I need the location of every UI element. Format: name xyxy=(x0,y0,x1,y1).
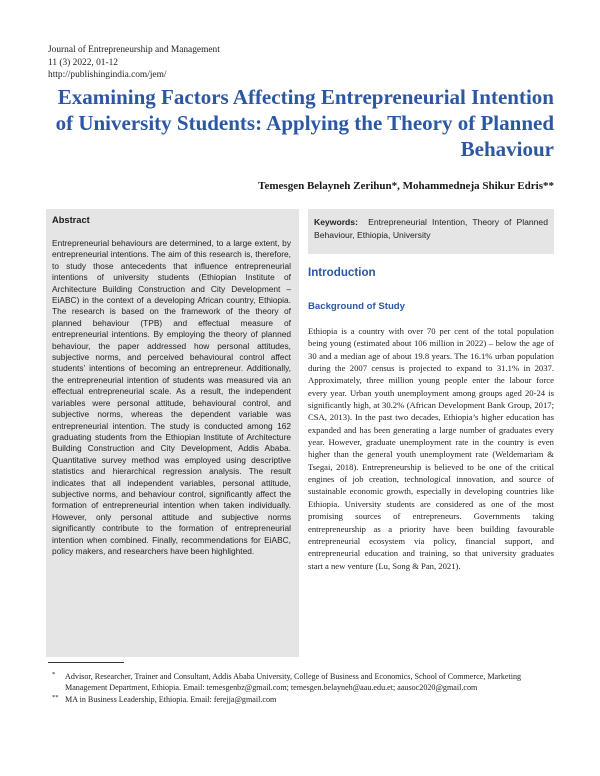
journal-url[interactable]: http://publishingindia.com/jem/ xyxy=(48,70,167,81)
footnote-mark: * xyxy=(52,671,56,678)
keywords xyxy=(314,216,548,241)
section-heading: Introduction xyxy=(308,266,376,279)
journal-name: Journal of Entrepreneurship and Management xyxy=(48,45,220,55)
abstract-heading: Abstract xyxy=(52,215,90,225)
footnote-mark: ** xyxy=(52,693,59,701)
footnote-text: MA in Business Leadership, Ethiopia. Email: ferejja@gmail.com xyxy=(65,694,277,704)
abstract-text: Entrepreneurial behaviours are determined, to a large extent, by entrepreneurial intentions. The aim of this research is, therefore, to study those antecedents that influence entrepreneurial intentions of university students (Ethiopian Institute of Architecture Building Construction and City Development – EiABC) in the context of a developing African country, Ethiopia. The research is based on the framework of the theory of planned behaviour (TPB) and effectual measure of entrepreneurial intentions. By employing the theory of planned behaviour, the paper addressed how personal attitudes, subjective norms, and perceived behavioural control affect students’ intentions of becoming an entrepreneur. Additionally, the entrepreneurial intention of students was measured via an effectual entrepreneurial scale. As a result, the independent variables were personal attitude, behavioural control, and subjective norms, whereas the dependent variable was entrepreneurial intention. The study is conducted among 162 graduating students from the Ethiopian Institute of Architecture Building Construction and City Development, Addis Ababa. Quantitative survey method was employed using descriptive statistics and hierarchical regression analysis. The result indicates that all independent variables, personal attitude, subjective norms, and behaviour control, significantly affect the formation of entrepreneurial intention when taken individually. However, only personal attitude and subjective norms significantly contribute to the formation of entrepreneurial intention when combined. Finally, recommendations for EiABC, policy makers, and researchers have been highlighted. xyxy=(52,238,291,556)
subsection-heading: Background of Study xyxy=(308,301,406,312)
keywords-text: Entrepreneurial Intention, Theory of Planned Behaviour, Ethiopia, University xyxy=(314,217,548,240)
footnote-1 xyxy=(48,671,554,694)
paper-title: Examining Factors Affecting Entrepreneurial Intention of University Students: Applying the Theory of Planned Behaviour xyxy=(55,85,554,161)
journal-issue: 11 (3) 2022, 01-12 xyxy=(48,57,118,68)
keywords-label: Keywords: xyxy=(314,217,358,227)
body-paragraph: Ethiopia is a country with over 70 per cent of the total population being young (estimated about 106 million in 2022) – below the age of 30 and a median age of about 19.8 years. The 16.1% urban population during the 2007 census is projected to expand to 31.1% in 2037. Approximately, three million young people enter the labour force every year. Urban youth unemployment among groups aged 20-24 is significantly high, at 30.2% (African Development Bank Group, 2017; CSA, 2013). In the past two decades, Ethiopia’s higher education has expanded and has been generating a large number of graduates every year. However, graduate unemployment rate in the country is even higher than the general youth unemployment rate (Weldemariam & Tsegai, 2018). Entrepreneurship is believed to be one of the critical engines of job creation, technological innovation, and source of sustainable economic growth, especially in developing countries like Ethiopia. University students are considered as one of the most promising sources of entrepreneurs. Governments taking entrepreneurship as a priority have been building favourable entrepreneurial ecosystem via policy, financial support, and entrepreneurial education and training, so that university graduates start a new venture (Lu, Song & Pan, 2021). xyxy=(308,326,554,571)
footnote-divider xyxy=(48,662,124,663)
authors: Temesgen Belayneh Zerihun*, Mohammedneja Shikur Edris** xyxy=(258,180,554,192)
footnotes xyxy=(48,671,554,705)
journal-info xyxy=(48,44,220,82)
footnote-2 xyxy=(48,694,554,705)
footnote-text: Advisor, Researcher, Trainer and Consultant, Addis Ababa University, College of Business and Economics, School of Commerce, Marketing Management Department, Ethiopia. Email: temesgenbz@gmail.com; temesgen.belayneh@aau.edu.et; aausoc2020@gmail.com xyxy=(65,672,522,693)
